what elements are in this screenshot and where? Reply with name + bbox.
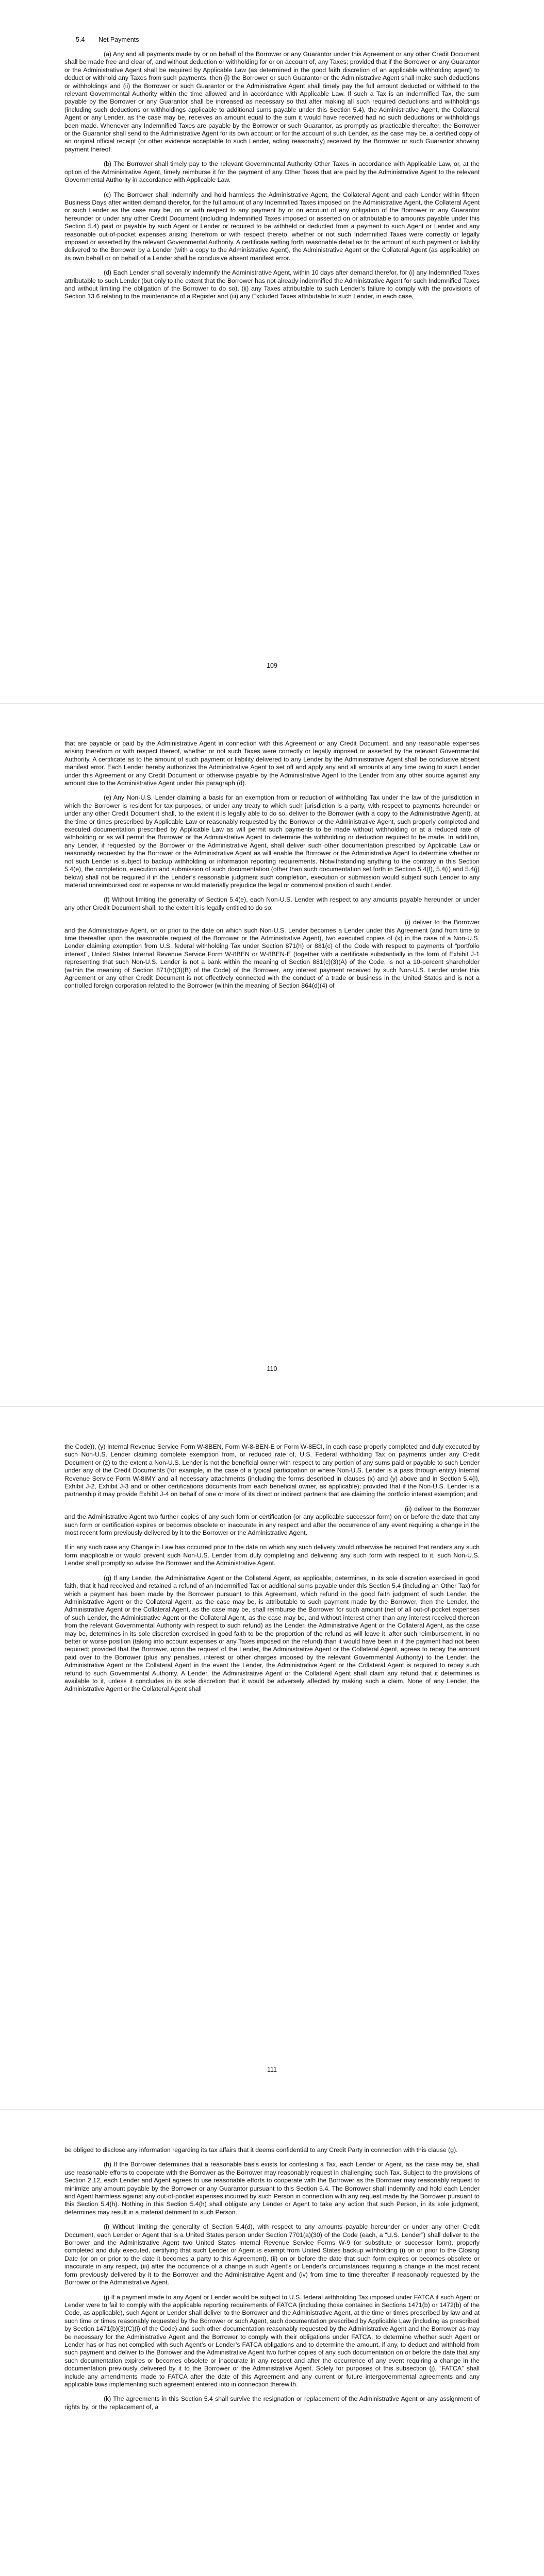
document-page-4 [0, 2110, 544, 2576]
page-number: 111 [267, 2066, 277, 2073]
section-heading [64, 36, 480, 43]
paragraph-i: (i) Without limiting the generality of Section 5.4(d), with respect to any amounts payable hereunder or under any other Credit Document, each Lender or Agent that is a United States person under Section 7701(a)(30) of the Code (each, a “U.S. Lender”) shall deliver to the Borrower and the Administrative Agent two United States Internal Revenue Service Forms W-9 (or substitute or successor form), properly completed and duly executed, certifying that such Lender or Agent is exempt from United States backup withholding (i) on or prior to the Closing Date (or on or prior to the date it becomes a party to this Agreement), (ii) on or before the date that such form expires or becomes obsolete or inaccurate in any respect, (iii) after the occurrence of a change in such Agent’s or Lender’s circumstances requiring a change in the most recent form previously delivered by it to the Borrower and the Administrative Agent and (iv) from time to time thereafter if reasonably requested by the Borrower or the Administrative Agent. [64, 2223, 480, 2286]
paragraph-f: (f) Without limiting the generality of Section 5.4(e), each Non-U.S. Lender with respect to any amounts payable hereunder or under any other Credit Document shall, to the extent it is legally entitled to do so: [64, 896, 480, 911]
paragraph-a: (a) Any and all payments made by or on behalf of the Borrower or any Guarantor under this Agreement or any other Credit Document shall be made free and clear of, and without deduction or withholding for or on account of, any Taxes; provided that if the Borrower or any Guarantor or the Administrative Agent shall be required by Applicable Law (as determined in the good faith discretion of an applicable withholding agent) to deduct or withhold any Taxes from such payments, then (i) the Borrower or such Guarantor or the Administrative Agent shall make such deductions or withholdings and (ii) the Borrower or such Guarantor or the Administrative Agent shall timely pay the full amount deducted or withheld to the relevant Governmental Authority within the time allowed and in accordance with Applicable Law. If such a Tax is an Indemnified Tax, the sum payable by the Borrower or any Guarantor shall be increased as necessary so that after making all such required deductions and withholdings (including such deductions or withholdings applicable to additional sums payable under this Section 5.4), the Administrative Agent, the Collateral Agent or any Lender, as the case may be, receives an amount equal to the sum it would have received had no such deductions or withholdings been made. Whenever any Indemnified Taxes are payable by the Borrower or such Guarantor, as promptly as practicable thereafter, the Borrower or the Guarantor shall send to the Administrative Agent for its own account or for the account of such Lender, as the case may be, a certified copy of an original official receipt (or other evidence acceptable to such Lender, acting reasonably) received by the Borrower or such Guarantor showing payment thereof. [64, 50, 480, 153]
paragraph-change-in-law: If in any such case any Change in Law has occurred prior to the date on which any such delivery would otherwise be required that renders any such form inapplicable or would prevent such Non-U.S. Lender from duly completing and delivering any such form with respect to it, such Non-U.S. Lender shall promptly so advise the Borrower and the Administrative Agent. [64, 1544, 480, 1567]
subparagraph-i: (i) deliver to the Borrower and the Administrative Agent, on or prior to the date on which such Non-U.S. Lender becomes a Lender under this Agreement (and from time to time thereafter upon the reasonable request of the Borrower or the Administrative Agent), two executed copies of (x) in the case of a Non-U.S. Lender claiming exemption from U.S. federal withholding Tax under Section 871(h) or 881(c) of the Code with respect to payments of “portfolio interest”, United States Internal Revenue Service Form W-8BEN or W-8BEN-E (together with a certificate substantially in the form of Exhibit J-1 representing that such Non-U.S. Lender is not a bank within the meaning of Section 881(c)(3)(A) of the Code, is not a 10-percent shareholder (within the meaning of Section 871(h)(3)(B) of the Code) of the Borrower, any interest payment received by such Non-U.S. Lender under this Agreement or any other Credit Document is not effectively connected with the conduct of a trade or business in the United States and is not a controlled foreign corporation related to the Borrower (within the meaning of Section 864(d)(4) of [64, 919, 480, 990]
paragraph-g-continued: be obliged to disclose any information regarding its tax affairs that it deems confidential to any Credit Party in connection with this clause (g). [64, 2146, 458, 2154]
paragraph-c: (c) The Borrower shall indemnify and hold harmless the Administrative Agent, the Collateral Agent and each Lender within fifteen Business Days after written demand therefor, for the full amount of any Indemnified Taxes imposed on the Administrative Agent, the Collateral Agent or such Lender as the case may be, on or with respect to any payment by or on account of any obligation of the Borrower or any Guarantor hereunder or under any other Credit Document (including Indemnified Taxes imposed or asserted on or attributable to amounts payable under this Section 5.4) paid or payable by such Agent or Lender or required to be withheld or deducted from a payment to such Agent or Lender and any reasonable out-of-pocket expenses arising therefrom or with respect thereto, whether or not such Indemnified Taxes were correctly or legally imposed or asserted by the relevant Governmental Authority. A certificate setting forth reasonable detail as to the amount of such payment or liability delivered to the Borrower by a Lender (with a copy to the Administrative Agent), the Administrative Agent or the Collateral Agent (as applicable) on its own behalf or on behalf of a Lender shall be conclusive absent manifest error. [64, 191, 480, 262]
paragraph-h: (h) If the Borrower determines that a reasonable basis exists for contesting a Tax, each Lender or Agent, as the case may be, shall use reasonable efforts to cooperate with the Borrower as the Borrower may reasonably request in challenging such Tax. Subject to the provisions of Section 2.12, each Lender and Agent agrees to use reasonable efforts to cooperate with the Borrower as the Borrower may reasonably request to minimize any amount payable by the Borrower or any Guarantor pursuant to this Section 5.4. The Borrower shall indemnify and hold each Lender and Agent harmless against any out-of-pocket expenses incurred by such Person in connection with any request made by the Borrower pursuant to this Section 5.4(h). Nothing in this Section 5.4(h) shall obligate any Lender or Agent to take any action that such Person, in its sole judgment, determines may result in a material detriment to such Person. [64, 2161, 480, 2216]
document-page-3 [0, 1407, 544, 2110]
document-page-1 [0, 0, 544, 703]
page-number: 109 [267, 662, 277, 669]
subparagraph-i-continued: the Code)), (y) Internal Revenue Service Form W-8BEN, Form W-8-BEN-E or Form W-8ECI, in each case properly completed and duly executed by such Non-U.S. Lender claiming complete exemption from, or reduced rate of, U.S. Federal withholding Tax on payments under any Credit Document or (z) to the extent a Non-U.S. Lender is not the beneficial owner with respect to any portion of any sums paid or payable to such Lender under any of the Credit Documents (for example, in the case of a typical participation or where Non-U.S. Lender is a pass through entity) Internal Revenue Service Form W-8IMY and all necessary attachments (including the forms described in clauses (x) and (y) above and in Section 5.4(i), Exhibit J-2, Exhibit J-3 and or other certifications documents from each beneficial owner, as applicable); provided that if the Non-U.S. Lender is a partnership it may provide Exhibit J-4 on behalf of one or more of its direct or indirect partners that are claiming the portfolio interest exemption; and [64, 1443, 480, 1498]
paragraph-d: (d) Each Lender shall severally indemnify the Administrative Agent, within 10 days after demand therefor, for (i) any Indemnified Taxes attributable to such Lender (but only to the extent that the Borrower has not already indemnified the Administrative Agent for such Indemnified Taxes and without limiting the obligation of the Borrower to do so), (ii) any Taxes attributable to such Lender’s failure to comply with the provisions of Section 13.6 relating to the maintenance of a Register and (iii) any Excluded Taxes attributable to such Lender, in each case, [64, 269, 480, 300]
paragraph-e: (e) Any Non-U.S. Lender claiming a basis for an exemption from or reduction of withholding Tax under the law of the jurisdiction in which the Borrower is resident for tax purposes, or under any treaty to which such jurisdiction is a party, with respect to payments hereunder or under any other Credit Document shall, to the extent it is legally able to do so, deliver to the Borrower (with a copy to the Administrative Agent), at the time or times prescribed by Applicable Law or reasonably requested by the Borrower or the Administrative Agent, such properly completed and executed documentation prescribed by Applicable Law as will permit such payments to be made without withholding or at a reduced rate of withholding or as will permit the Borrower or the Administrative Agent to determine the withholding or deduction required to be made. In addition, any Lender, if requested by the Borrower or the Administrative Agent, shall deliver such other documentation prescribed by Applicable Law or reasonably requested by the Borrower or the Administrative Agent as will enable the Borrower or the Administrative Agent to determine whether or not such Lender is subject to backup withholding or information reporting requirements. Notwithstanding anything to the contrary in this Section 5.4(e), the completion, execution and submission of such documentation (other than such documentation set forth in Section 5.4(f), 5.4(i) and 5.4(j) below) shall not be required if in the Lender’s reasonable judgment such completion, execution or submission would subject such Lender to any material unreimbursed cost or expense or would materially prejudice the legal or commercial position of such Lender. [64, 794, 480, 889]
paragraph-k: (k) The agreements in this Section 5.4 shall survive the resignation or replacement of the Administrative Agent or any assignment of rights by, or the replacement of, a [64, 2395, 480, 2411]
section-title: Net Payments [98, 36, 139, 43]
paragraph-g: (g) If any Lender, the Administrative Agent or the Collateral Agent, as applicable, determines, in its sole discretion exercised in good faith, that it had received and retained a refund of an Indemnified Tax or additional sums payable under this Section 5.4 (including an Other Tax) for which a payment has been made by the Borrower pursuant to this Agreement, which refund in the good faith judgment of such Lender, the Administrative Agent or the Collateral Agent, as the case may be, is attributable to such payment made by the Borrower, then the Lender, the Administrative Agent or the Collateral Agent, as the case may be, shall reimburse the Borrower for such amount (net of all out-of-pocket expenses of such Lender, the Administrative Agent or the Collateral Agent, as the case may be, and without interest other than any interest received thereon from the relevant Governmental Authority with respect to such refund) as the Lender, the Administrative Agent or the Collateral Agent, as the case may be, determines in its sole discretion exercised in good faith to be the proportion of the refund as will leave it, after such reimbursement, in no better or worse position (taking into account expenses or any Taxes imposed on the refund) than it would have been in if the payment had not been required; provided that the Borrower, upon the request of the Lender, the Administrative Agent or the Collateral Agent, agrees to repay the amount paid over to the Borrower (plus any penalties, interest or other charges imposed by the relevant Governmental Authority) to the Lender, the Administrative Agent or the Collateral Agent in the event the Lender, the Administrative Agent or the Collateral Agent is required to repay such refund to such Governmental Authority. A Lender, the Administrative Agent or the Collateral Agent shall claim any refund that it determines is available to it, unless it concludes in its sole discretion that it would be adversely affected by making such a claim. None of any Lender, the Administrative Agent or the Collateral Agent shall [64, 1574, 480, 1693]
paragraph-j: (j) If a payment made to any Agent or Lender would be subject to U.S. federal withholding Tax imposed under FATCA if such Agent or Lender were to fail to comply with the applicable reporting requirements of FATCA (including those contained in Sections 1471(b) or 1472(b) of the Code, as applicable), such Agent or Lender shall deliver to the Borrower and the Administrative Agent, at the time or times prescribed by law and at such time or times reasonably requested by the Borrower or such Agent, such documentation prescribed by Applicable Law (including as prescribed by Section 1471(b)(3)(C)(i) of the Code) and such other documentation reasonably requested by the Administrative Agent and the Borrower as may be necessary for the Administrative Agent and the Borrower to comply with their obligations under FATCA, to determine whether such Agent or Lender has or has not complied with such Agent’s or Lender’s FATCA obligations and to determine the amount, if any, to deduct and withhold from such payment and deliver to the Borrower and the Administrative Agent two further copies of any such documentation on or before the date that any such documentation expires or becomes obsolete or inaccurate in any respect and after the occurrence of any event requiring a change in the documentation previously delivered by it to the Borrower or the Administrative Agent. Solely for purposes of this subsection (j), “FATCA” shall include any amendments made to FATCA after the date of this Agreement and any current or future intergovernmental agreements and any applicable laws implementing such agreement entered into in connection therewith. [64, 2293, 480, 2388]
paragraph-d-continued: that are payable or paid by the Administrative Agent in connection with this Agreement or any Credit Document, and any reasonable expenses arising therefrom or with respect thereof, whether or not such Taxes were correctly or legally imposed or asserted by the relevant Governmental Authority. A certificate as to the amount of such payment or liability delivered to any Lender by the Administrative Agent shall be conclusive absent manifest error. Each Lender hereby authorizes the Administrative Agent to set off and apply any and all amounts at any time owing to such Lender under this Agreement or any Credit Document or otherwise payable by the Administrative Agent to the Lender from any other source against any amount due to the Administrative Agent under this paragraph (d). [64, 740, 480, 787]
paragraph-b: (b) The Borrower shall timely pay to the relevant Governmental Authority Other Taxes in accordance with Applicable Law, or, at the option of the Administrative Agent, timely reimburse it for the payment of any Other Taxes that are paid by the Administrative Agent to the relevant Governmental Authority in accordance with Applicable Law. [64, 160, 480, 184]
section-number: 5.4 [76, 36, 85, 43]
subparagraph-ii: (ii) deliver to the Borrower and the Administrative Agent two further copies of any such form or certification (or any applicable successor form) on or before the date that any such form or certification expires or becomes obsolete or inaccurate in any respect and after the occurrence of any event requiring a change in the most recent form previously delivered by it to the Borrower or the Administrative Agent. [64, 1505, 480, 1537]
page-number: 110 [267, 1365, 277, 1372]
document-page-2 [0, 704, 544, 1407]
